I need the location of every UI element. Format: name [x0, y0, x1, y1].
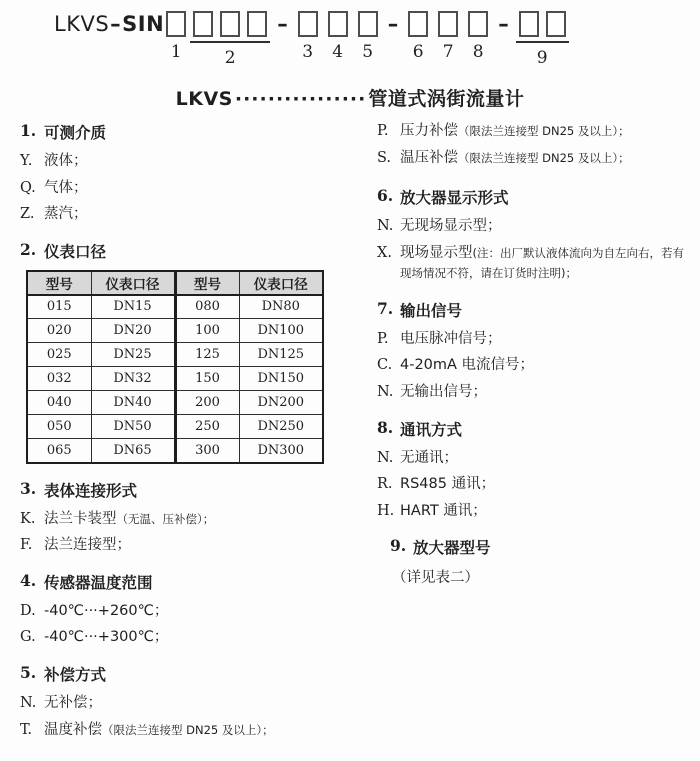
option-item — [10, 151, 362, 172]
digit-boxes — [358, 7, 378, 37]
table-cell: DN25 — [91, 343, 175, 367]
option-code: G. — [20, 629, 36, 646]
table-cell: 200 — [175, 391, 239, 415]
position-number-label: 8 — [472, 42, 484, 62]
model-position-group-5 — [358, 7, 378, 62]
section-heading — [362, 186, 694, 208]
option-item — [10, 627, 362, 648]
option-text: 无输出信号； — [400, 384, 487, 401]
table-cell: DN100 — [239, 319, 323, 343]
position-number-label: 6 — [412, 42, 424, 62]
section-title: 表体连接形式 — [44, 481, 138, 500]
option-code: N. — [377, 384, 394, 401]
option-item — [362, 329, 694, 350]
model-digit-box — [166, 11, 186, 37]
section-number: 6. — [377, 186, 394, 206]
option-code: N. — [377, 449, 394, 466]
model-position-group-6 — [408, 7, 428, 62]
section-heading — [10, 240, 362, 262]
table-cell: DN40 — [91, 391, 175, 415]
table-cell: 040 — [27, 391, 91, 415]
model-group-separator: – — [387, 12, 399, 36]
section-heading — [362, 418, 694, 440]
section-title: 通讯方式 — [400, 420, 463, 439]
option-text: 现场显示型(注：出厂默认液体流向为自左向右，若有现场情况不符，请在订货时注明)； — [400, 244, 684, 281]
model-digit-box — [193, 11, 213, 37]
section-heading — [10, 121, 362, 143]
table-row — [27, 295, 323, 319]
table-header-row — [27, 271, 323, 295]
table-row — [27, 319, 323, 343]
option-note: （限法兰连接型 DN25 及以上）； — [102, 722, 274, 737]
option-code: D. — [20, 602, 36, 619]
table-cell: 050 — [27, 415, 91, 439]
section-number: 7. — [377, 298, 394, 318]
table-cell: DN32 — [91, 367, 175, 391]
section-number: 9. — [390, 536, 407, 556]
table-row — [27, 367, 323, 391]
option-text: 温压补偿（限法兰连接型 DN25 及以上）； — [400, 149, 630, 166]
option-note: （限法兰连接型 DN25 及以上）； — [458, 150, 630, 165]
option-code: N. — [20, 695, 37, 712]
section-title: 放大器型号 — [413, 539, 491, 558]
table-cell: DN125 — [239, 343, 323, 367]
option-code: Z. — [20, 206, 35, 223]
table-cell: DN15 — [91, 295, 175, 319]
option-text: 温度补偿（限法兰连接型 DN25 及以上）； — [44, 721, 274, 738]
section-heading — [10, 479, 362, 501]
table-cell: 025 — [27, 343, 91, 367]
title-dots: ················ — [234, 88, 367, 110]
option-code: C. — [377, 357, 393, 374]
section-body-connection — [10, 479, 362, 556]
option-note: (注：出厂默认液体流向为自左向右，若有现场情况不符，请在订货时注明)； — [400, 245, 684, 281]
table-row — [27, 439, 323, 463]
section-output-signal — [362, 299, 694, 403]
option-text: 无补偿； — [44, 695, 102, 712]
position-number-label: 7 — [442, 42, 454, 62]
option-item — [10, 178, 362, 199]
option-item — [362, 448, 694, 469]
title-name: 管道式涡街流量计 — [368, 88, 525, 110]
table-cell: DN20 — [91, 319, 175, 343]
position-number-label: 2 — [224, 48, 236, 68]
title-code: LKVS — [175, 88, 233, 110]
model-dash: – — [110, 12, 122, 36]
option-code: N. — [377, 218, 394, 235]
section-compensation-continued — [362, 121, 694, 168]
model-digit-box — [408, 11, 428, 37]
left-column — [10, 121, 362, 755]
option-text: HART 通讯； — [400, 502, 487, 519]
digit-boxes-underlined — [516, 7, 569, 43]
option-code: S. — [377, 149, 392, 166]
section-number: 2. — [20, 239, 37, 259]
column-header: 型号 — [27, 271, 91, 295]
right-column — [362, 121, 694, 755]
position-number-label: 9 — [536, 48, 548, 68]
table-cell: 065 — [27, 439, 91, 463]
option-text: 蒸汽； — [44, 206, 88, 223]
option-code: Y. — [20, 153, 33, 169]
table-cell: 250 — [175, 415, 239, 439]
position-number-label: 5 — [362, 42, 374, 62]
option-text: -40℃···+300℃； — [44, 629, 169, 646]
table-row — [27, 391, 323, 415]
option-item — [10, 509, 362, 530]
option-code: H. — [377, 502, 395, 519]
model-position-group-9 — [516, 7, 569, 68]
section-title: 补偿方式 — [44, 666, 107, 685]
section-number: 8. — [377, 417, 394, 437]
table-cell: DN50 — [91, 415, 175, 439]
option-item — [10, 601, 362, 622]
option-item — [362, 355, 694, 376]
model-code-text — [54, 7, 164, 41]
position-number-label: 4 — [332, 42, 344, 62]
option-code: X. — [377, 244, 392, 261]
section-heading — [10, 571, 362, 593]
section-number: 3. — [20, 478, 37, 498]
option-text: 压力补偿（限法兰连接型 DN25 及以上）； — [400, 123, 630, 139]
section-title: 可测介质 — [44, 124, 107, 142]
table-cell: DN65 — [91, 439, 175, 463]
table-cell: 300 — [175, 439, 239, 463]
table-cell: 080 — [175, 295, 239, 319]
model-series: SIN — [122, 12, 165, 36]
model-position-group-8 — [468, 7, 488, 62]
section-heading — [362, 299, 694, 321]
section-heading — [362, 536, 694, 558]
option-item — [362, 121, 694, 142]
option-item — [10, 720, 362, 741]
model-digit-box — [247, 11, 267, 37]
option-item — [362, 216, 694, 237]
section-compensation-mode — [10, 663, 362, 740]
option-code: Q. — [20, 179, 36, 196]
model-digit-box — [468, 11, 488, 37]
option-item — [10, 204, 362, 225]
position-number-label: 1 — [170, 42, 182, 62]
option-note: （限法兰连接型 DN25 及以上）； — [458, 124, 630, 138]
option-item — [362, 382, 694, 403]
option-text: 气体； — [44, 179, 88, 196]
model-digit-box — [328, 11, 348, 37]
model-digit-box — [546, 11, 566, 37]
option-code: F. — [20, 537, 33, 554]
model-digit-box — [298, 11, 318, 37]
model-position-group-4 — [328, 7, 348, 62]
table-row — [27, 343, 323, 367]
table-cell: 125 — [175, 343, 239, 367]
option-text: -40℃···+260℃； — [44, 602, 169, 619]
option-code: K. — [20, 510, 36, 527]
section-title: 传感器温度范围 — [44, 573, 153, 592]
digit-boxes — [166, 7, 186, 37]
content-columns — [0, 121, 700, 755]
section-title: 输出信号 — [400, 301, 463, 320]
option-text: 电压脉冲信号； — [400, 330, 502, 347]
table-cell: 015 — [27, 295, 91, 319]
model-position-group-2 — [190, 7, 270, 68]
column-header: 型号 — [175, 271, 239, 295]
section-title: 放大器显示形式 — [400, 189, 509, 208]
option-text: RS485 通讯； — [400, 476, 496, 493]
model-digit-box — [358, 11, 378, 37]
option-code: P. — [377, 123, 389, 139]
model-code-line — [0, 0, 700, 68]
option-note: （无温、压补偿）； — [116, 511, 215, 526]
table-cell: 032 — [27, 367, 91, 391]
digit-boxes — [468, 7, 488, 37]
option-text: 法兰连接型； — [44, 537, 131, 554]
option-text: 液体； — [44, 153, 88, 169]
model-group-separator: – — [498, 12, 509, 36]
position-number-label: 3 — [302, 42, 314, 62]
section-amplifier-display — [362, 186, 694, 284]
model-position-group-1 — [166, 7, 186, 62]
document-title — [0, 84, 700, 111]
option-text: 无通讯； — [400, 449, 458, 466]
caliber-table — [26, 270, 324, 464]
option-code: T. — [20, 721, 33, 738]
table-cell: DN300 — [239, 439, 323, 463]
section-number: 5. — [20, 663, 37, 683]
digit-boxes — [298, 7, 318, 37]
option-text: 无现场显示型； — [400, 218, 502, 235]
digit-boxes — [438, 7, 458, 37]
table-cell: 150 — [175, 367, 239, 391]
section-amplifier-model — [362, 536, 694, 587]
section-communication-mode — [362, 418, 694, 522]
table-cell: 100 — [175, 319, 239, 343]
model-digit-box — [220, 11, 240, 37]
table-cell: 020 — [27, 319, 91, 343]
section-title: 仪表口径 — [44, 242, 107, 261]
digit-boxes — [408, 7, 428, 37]
section-number: 4. — [20, 570, 37, 590]
section-sensor-temperature-range — [10, 571, 362, 648]
section-number: 1. — [20, 121, 37, 140]
section-caliber — [10, 240, 362, 464]
model-position-group-3 — [298, 7, 318, 62]
section-heading — [10, 663, 362, 685]
model-digit-box — [519, 11, 539, 37]
option-item — [10, 693, 362, 714]
option-item — [10, 535, 362, 556]
column-header: 仪表口径 — [239, 271, 323, 295]
option-code: P. — [377, 330, 389, 347]
option-text: 4-20mA 电流信号； — [400, 357, 535, 374]
model-digit-box — [438, 11, 458, 37]
model-position-group-7 — [438, 7, 458, 62]
table-cell: DN200 — [239, 391, 323, 415]
table-cell: DN80 — [239, 295, 323, 319]
digit-boxes-underlined — [190, 7, 270, 43]
option-item — [362, 501, 694, 522]
option-item — [362, 474, 694, 495]
digit-boxes — [328, 7, 348, 37]
section-subnote: （详见表二） — [392, 570, 479, 587]
model-group-separator: – — [277, 12, 288, 36]
section-measurable-media — [10, 121, 362, 225]
model-prefix: LKVS — [54, 12, 110, 36]
column-header: 仪表口径 — [91, 271, 175, 295]
table-cell: DN250 — [239, 415, 323, 439]
option-item — [362, 243, 694, 284]
table-cell: DN150 — [239, 367, 323, 391]
table-row — [27, 415, 323, 439]
option-text: 法兰卡装型（无温、压补偿）； — [44, 510, 215, 527]
option-code: R. — [377, 476, 393, 493]
option-item — [362, 148, 694, 169]
